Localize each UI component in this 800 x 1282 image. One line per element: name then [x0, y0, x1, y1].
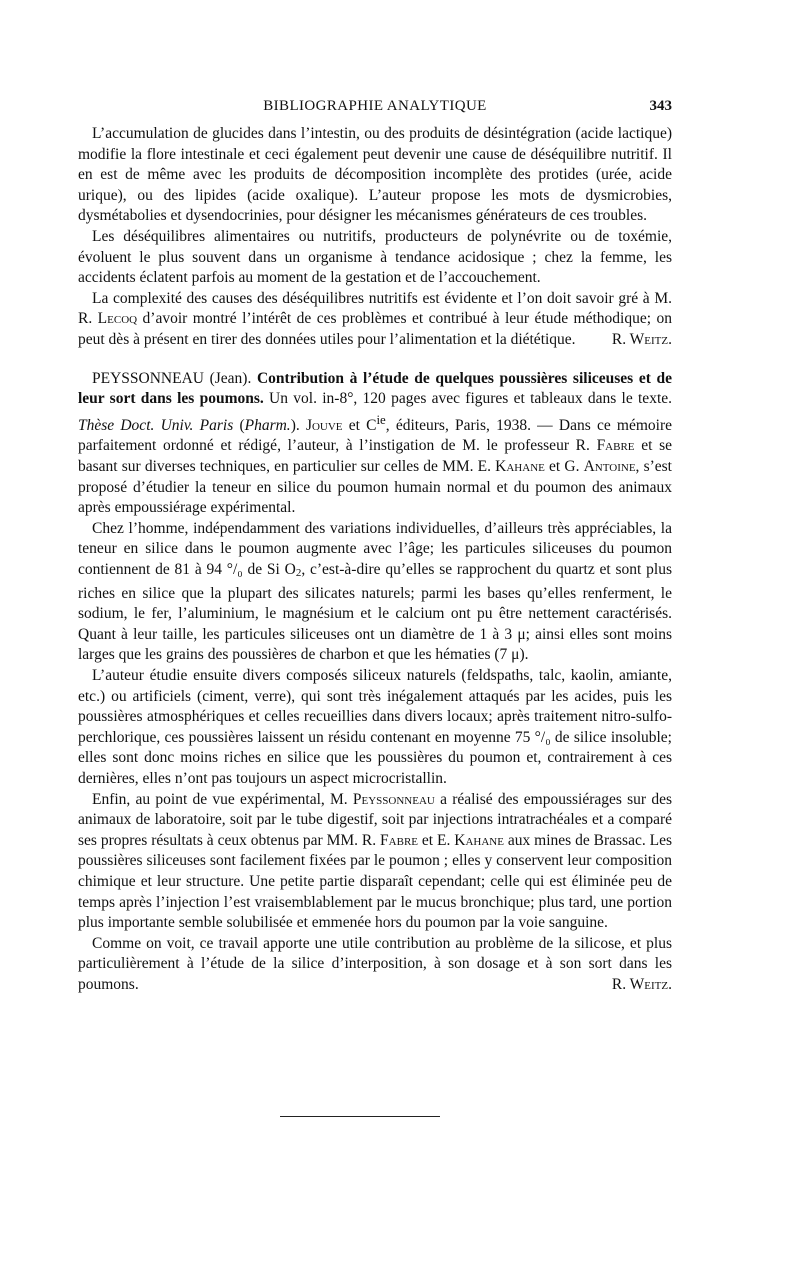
entry1-p3-text-a: La complexité des causes des déséquilibres nutritifs est évidente et l’on doit savoir gré à M. R.: [78, 289, 672, 328]
entry1-paragraph-2: Les déséquilibres alimentaires ou nutritifs, producteurs de polynévrite ou de toxémie, évoluent le plus souvent dans un organisme à tendance acidosique ; chez la femme, les accidents éclatent parfois au moment de la gestation et de l’accouchement.: [78, 227, 672, 287]
entry2-paragraph-4: [78, 790, 672, 934]
entry2-biblio-d: et C: [342, 416, 377, 434]
entry1-signature: R. Weitz.: [611, 330, 672, 348]
entry2-p4-text-a: Enfin, au point de vue expérimental, M.: [92, 790, 353, 808]
entry2-paragraph-5: [78, 934, 672, 996]
entry2-p4-text-c: et E.: [418, 831, 455, 849]
entry2-citation: [78, 369, 672, 519]
name-antoine: Antoine: [583, 458, 636, 476]
name-fabre-2: Fabre: [380, 831, 419, 849]
entry2-biblio-h: , s’est proposé d’étudier la teneur en silice du poumon humain normal et du poumon des animaux après empoussiérage expérimental.: [78, 458, 672, 517]
name-kahane-1: Kahane: [495, 458, 545, 476]
entry2-title: Contribution à l’étude de quelques poussières siliceuses et de leur sort dans les poumons.: [78, 369, 672, 408]
closing-rule: [280, 1116, 440, 1117]
entry2-biblio-f: et se basant sur diverses techniques, en particulier sur celles de MM. E.: [78, 437, 672, 476]
entry2-paragraph-3: L’auteur étudie ensuite divers composés siliceux naturels (feldspaths, talc, kaolin, amiante, etc.) ou artificiels (ciment, verre), qui sont très inégalement attaqués par les acides, puis les poussières atmosphériques et celles recueillies dans divers locaux; après traitement nitro-sulfo-perchlorique, ces poussières laissent un résidu contenant en moyenne 75 °/₀ de silice insoluble; elles sont donc moins riches en silice que les poussières du poumon et, contrairement à ces dernières, elles n’ont pas toujours un aspect microcristallin.: [78, 667, 672, 787]
entry2-biblio-e: , éditeurs, Paris, 1938. — Dans ce mémoire parfaitement ordonné et rédigé, l’auteur, à l’instigation de M. le professeur R.: [78, 416, 672, 455]
entry-separator-space: [78, 351, 672, 369]
entry2-thesis: Thèse Doct. Univ. Paris: [78, 416, 234, 434]
name-peyssonneau: Peyssonneau: [352, 790, 435, 808]
name-fabre-1: Fabre: [596, 437, 635, 455]
entry1-paragraph-3: [78, 289, 672, 351]
entry2-p5-text: Comme on voit, ce travail apporte une utile contribution au problème de la silicose, et plus particulièrement à l’étude de la silice d’interposition, à son dosage et à son sort dans les poumons.: [78, 934, 672, 993]
running-header: [78, 96, 672, 118]
entry2-pharm: Pharm.: [244, 416, 291, 434]
entry2-p2-text-a: Chez l’homme, indépendamment des variations individuelles, d’ailleurs très appréciables, la teneur en silice dans le poumon augmente avec l’âge; les particules siliceuses du poumon contiennent de 81 à 94 °/₀ de Si O: [78, 519, 672, 579]
entry2-biblio-b: (: [233, 416, 245, 434]
running-title: BIBLIOGRAPHIE ANALYTIQUE: [263, 98, 487, 114]
entry2-biblio-d-sup: ie: [376, 411, 386, 427]
author-name-lecoq: Lecoq: [97, 310, 138, 328]
entry1-paragraph-1: L’accumulation de glucides dans l’intestin, ou des produits de désintégration (acide lactique) modifie la flore intestinale et ceci également peut devenir une cause de déséquilibre nutritif. Il en est de même avec les produits de décomposition incomplète des protides (urée, acide urique), ou des lipides (acide oxalique). L’auteur propose les mots de dysmicrobies, dysmétabolies et dysendocrinies, pour désigner les mécanismes générateurs de ces troubles.: [78, 125, 672, 225]
entry1-p3-text-b: d’avoir montré l’intérêt de ces problèmes et contribué à leur étude méthodique; on peut dès à présent en tirer des données utiles pour l’alimentation et la diététique.: [78, 310, 672, 348]
entry2-signature: R. Weitz.: [611, 975, 672, 993]
page-number: 343: [649, 98, 672, 114]
entry2-biblio-g: et G.: [544, 458, 584, 476]
entry2-author: PEYSSONNEAU (Jean).: [92, 369, 252, 387]
entry2-p2-text-b: , c’est-à-dire qu’elles se rapprochent du quartz et sont plus riches en silice que la plupart des silicates naturels; parmi les bases qu’elles renferment, le sodium, le fer, l’aluminium, le magnésium et le calcium ont pu être nettement caractérisés. Quant à leur taille, les particules siliceuses ont un diamètre de 1 à 3 μ; ainsi elles sont moins larges que les grains des poussières de charbon et que les hématies (7 μ).: [78, 561, 672, 664]
entry2-p4-text-b: a réalisé des empoussiérages sur des animaux de laboratoire, soit par le tube digestif, soit par injections intratrachéales et a comparé ses propres résultats à ceux obtenus par MM. R.: [78, 790, 672, 849]
publisher-jouve: Jouve: [305, 416, 343, 434]
entry2-biblio-a: Un vol. in-8°, 120 pages avec figures et tableaux dans le texte.: [263, 390, 673, 408]
entry2-p2-subscript: 2: [295, 567, 302, 580]
entry2-p4-text-d: aux mines de Brassac. Les poussières siliceuses sont facilement fixées par le poumon ; elles y conservent leur composition chimique et leur structure. Une petite partie disparaît cependant; celle qui est éliminée peu de temps après l’injection l’est vraisemblablement par le mucus bronchique; plus tard, une portion plus importante semble solubilisée et emmenée hors du poumon par la voie sanguine.: [78, 831, 672, 932]
page-body: [78, 96, 672, 996]
entry2-biblio-c: ).: [290, 416, 306, 434]
entry2-paragraph-2: [78, 519, 672, 666]
name-kahane-2: Kahane: [454, 831, 504, 849]
